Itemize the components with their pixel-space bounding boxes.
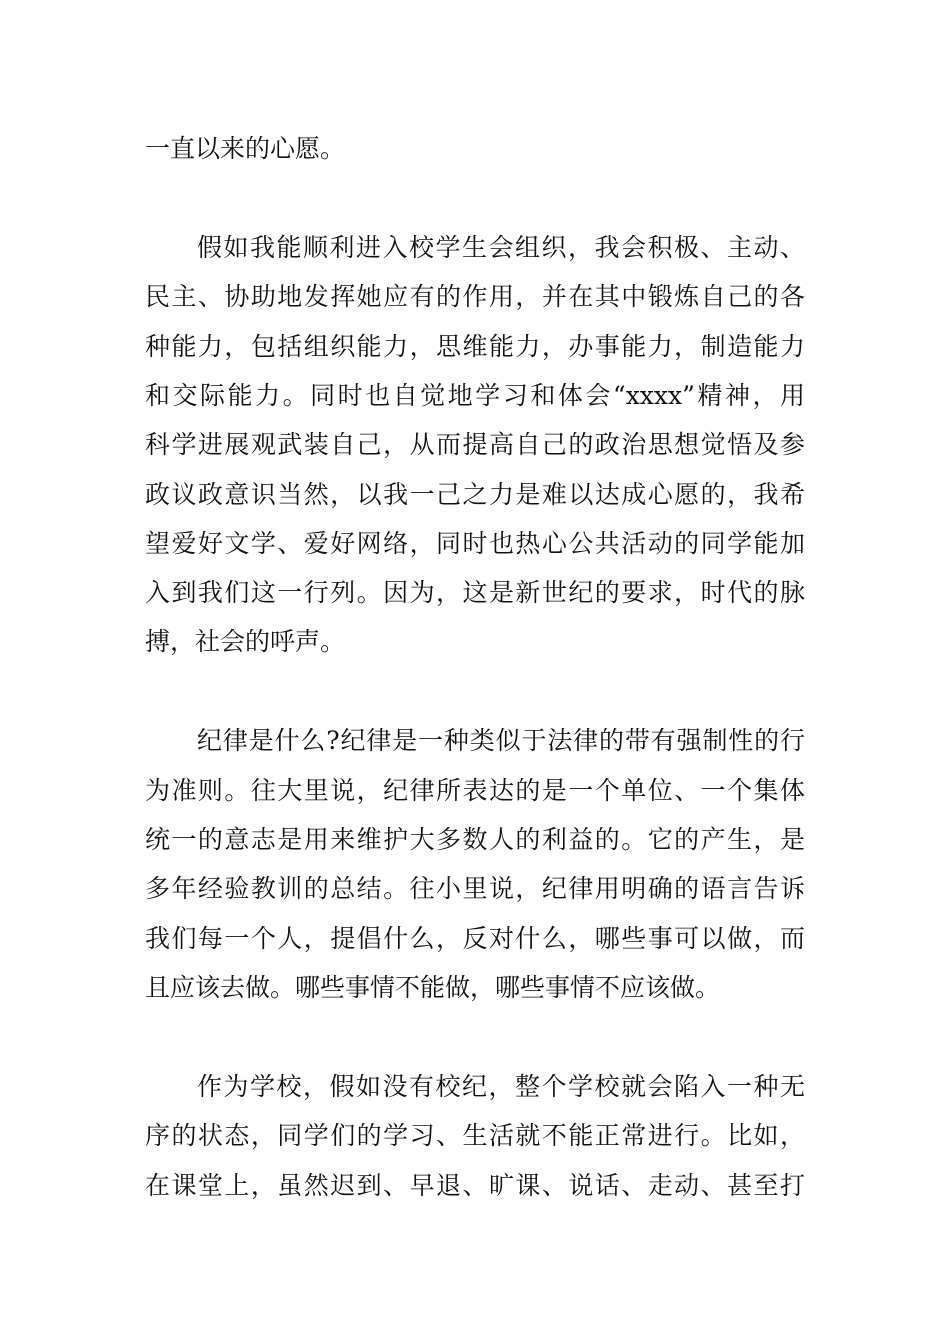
paragraph-2-line-4: 和交际能力。同时也自觉地学习和体会“xxxx”精神，用: [145, 381, 805, 410]
paragraph-3-line-2: 为准则。往大里说，纪律所表达的是一个单位、一个集体: [145, 776, 805, 805]
paragraph-2-line-6: 政议政意识当然，以我一己之力是难以达成心愿的，我希: [145, 480, 805, 509]
paragraph-4-line-3: 在课堂上，虽然迟到、早退、旷课、说话、走动、甚至打: [145, 1171, 805, 1200]
paragraph-3-line-6: 且应该去做。哪些事情不能做，哪些事情不应该做。: [145, 973, 721, 1002]
paragraph-2-line-1: 假如我能顺利进入校学生会组织，我会积极、主动、: [197, 233, 805, 262]
paragraph-3-line-5: 我们每一个人，提倡什么，反对什么，哪些事可以做，而: [145, 924, 805, 953]
paragraph-2-line-9: 搏，社会的呼声。: [145, 627, 346, 656]
paragraph-2-line-2: 民主、协助地发挥她应有的作用，并在其中锻炼自己的各: [145, 282, 805, 311]
paragraph-4-line-1: 作为学校，假如没有校纪，整个学校就会陷入一种无: [197, 1072, 805, 1101]
paragraph-2-line-5: 科学进展观武装自己，从而提高自己的政治思想觉悟及参: [145, 430, 805, 459]
paragraph-2-line-8: 入到我们这一行列。因为，这是新世纪的要求，时代的脉: [145, 578, 805, 607]
paragraph-3-line-1: 纪律是什么?纪律是一种类似于法律的带有强制性的行: [197, 726, 805, 755]
paragraph-2-line-7: 望爱好文学、爱好网络，同时也热心公共活动的同学能加: [145, 529, 805, 558]
paragraph-1-line-1: 一直以来的心愿。: [145, 134, 346, 163]
paragraph-2-line-3: 种能力，包括组织能力，思维能力，办事能力，制造能力: [145, 332, 805, 361]
paragraph-4-line-2: 序的状态，同学们的学习、生活就不能正常进行。比如，: [145, 1121, 805, 1150]
paragraph-3-line-4: 多年经验教训的总结。往小里说，纪律用明确的语言告诉: [145, 874, 805, 903]
paragraph-3-line-3: 统一的意志是用来维护大多数人的利益的。它的产生，是: [145, 825, 805, 854]
